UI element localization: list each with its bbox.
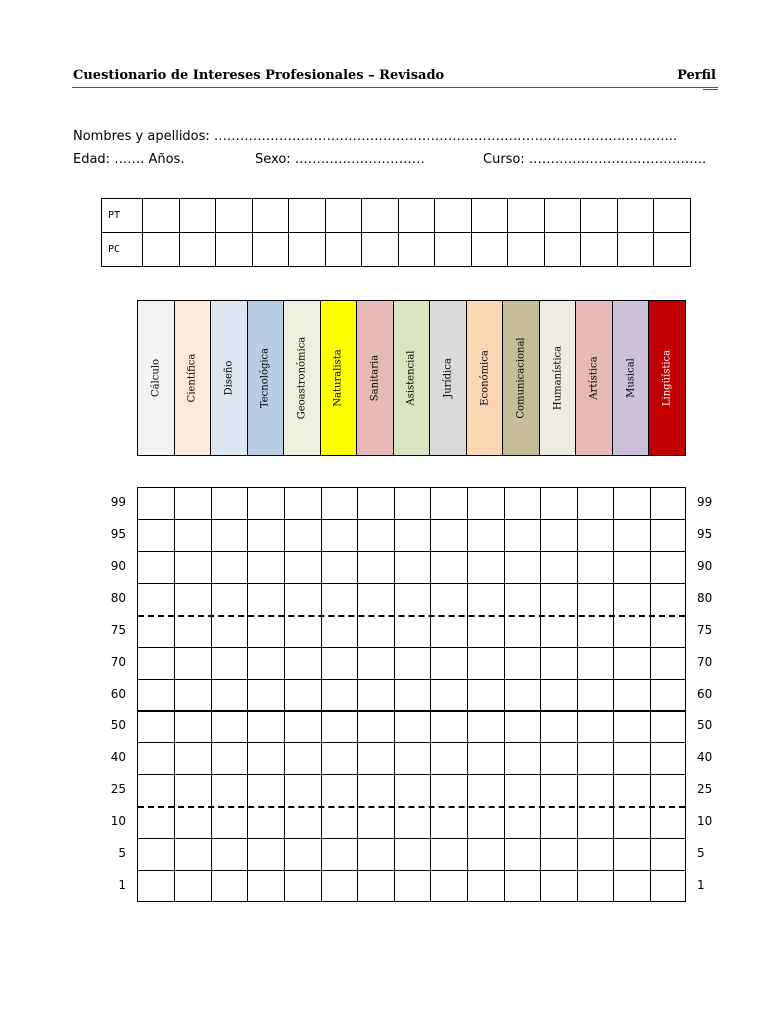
header-rule (72, 87, 718, 88)
scale-label-left: 70 (110, 654, 126, 669)
scale-label-left: 10 (110, 814, 126, 829)
category-label: Comunicacional (515, 337, 527, 419)
scale-label-left: 5 (118, 846, 126, 861)
scale-label-left: 99 (110, 494, 126, 509)
grid-row-line (138, 679, 685, 680)
grid-row-line (138, 551, 685, 552)
scale-label-left: 95 (110, 526, 126, 541)
score-cell[interactable] (143, 233, 180, 267)
grid-row-line (138, 806, 685, 808)
score-cell[interactable] (216, 199, 253, 233)
score-cell[interactable] (471, 199, 508, 233)
category-label: Artística (588, 356, 600, 400)
score-cell[interactable] (398, 233, 435, 267)
scale-label-right: 70 (697, 654, 713, 669)
score-cell[interactable] (544, 199, 581, 233)
course-field[interactable]: Curso: ………………………………….. (483, 152, 707, 167)
category-column-header (138, 301, 175, 455)
category-label: Jurídica (442, 358, 454, 398)
score-cell[interactable] (325, 233, 362, 267)
score-cell[interactable] (252, 199, 289, 233)
category-label: Lingüística (661, 349, 673, 407)
category-label: Sanitaria (369, 354, 381, 402)
category-label: Humanística (552, 345, 564, 411)
names-field[interactable]: Nombres y apellidos: …………………………………………………………………………………………….. (73, 129, 678, 144)
score-cell[interactable] (654, 199, 691, 233)
category-label: Científica (186, 353, 198, 403)
scale-label-right: 1 (697, 878, 705, 893)
scale-label-right: 75 (697, 622, 713, 637)
scale-label-left: 25 (110, 782, 126, 797)
score-row-label: PT (102, 199, 143, 233)
category-label: Musical (625, 358, 637, 398)
category-column-header (540, 301, 577, 455)
grid-row-line (138, 838, 685, 839)
scale-label-left: 40 (110, 750, 126, 765)
scale-label-left: 90 (110, 558, 126, 573)
scale-label-right: 25 (697, 782, 713, 797)
age-field[interactable]: Edad: ……. Años. (73, 152, 185, 167)
scale-label-right: 60 (697, 686, 713, 701)
header-rule-accent (703, 89, 718, 90)
section-label: Perfil (677, 68, 716, 83)
category-column-header (467, 301, 504, 455)
scale-label-right: 99 (697, 494, 713, 509)
scale-left (90, 487, 126, 902)
category-column-header (357, 301, 394, 455)
score-row-label: PC (102, 233, 143, 267)
grid-row-line (138, 583, 685, 584)
category-label: Cálculo (150, 358, 162, 398)
grid-row-line (138, 710, 685, 712)
score-cell[interactable] (362, 233, 399, 267)
score-cell[interactable] (471, 233, 508, 267)
score-cell[interactable] (435, 233, 472, 267)
score-row-pt (102, 199, 691, 233)
score-cell[interactable] (289, 199, 326, 233)
category-column-header (394, 301, 431, 455)
category-header-strip (137, 300, 686, 456)
score-cell[interactable] (179, 199, 216, 233)
score-cell[interactable] (508, 199, 545, 233)
grid-row-line (138, 519, 685, 520)
score-cell[interactable] (362, 199, 399, 233)
scale-label-left: 75 (110, 622, 126, 637)
grid-row-line (138, 615, 685, 617)
grid-row-line (138, 774, 685, 775)
score-cell[interactable] (581, 233, 618, 267)
category-column-header (649, 301, 685, 455)
category-column-header (576, 301, 613, 455)
scale-label-left: 50 (110, 718, 126, 733)
sex-field[interactable]: Sexo: ………………………… (255, 152, 425, 167)
scale-label-right: 40 (697, 750, 713, 765)
score-cell[interactable] (617, 233, 654, 267)
score-table (101, 198, 691, 267)
score-cell[interactable] (435, 199, 472, 233)
score-cell[interactable] (581, 199, 618, 233)
category-column-header (248, 301, 285, 455)
score-cell[interactable] (617, 199, 654, 233)
score-cell[interactable] (398, 199, 435, 233)
category-column-header (321, 301, 358, 455)
scale-label-left: 60 (110, 686, 126, 701)
category-label: Tecnológica (259, 347, 271, 409)
scale-label-left: 1 (118, 878, 126, 893)
score-cell[interactable] (252, 233, 289, 267)
score-cell[interactable] (143, 199, 180, 233)
score-cell[interactable] (289, 233, 326, 267)
score-cell[interactable] (654, 233, 691, 267)
scale-label-right: 90 (697, 558, 713, 573)
category-label: Geoastronómica (296, 336, 308, 420)
score-cell[interactable] (544, 233, 581, 267)
scale-label-right: 95 (697, 526, 713, 541)
scale-right (697, 487, 727, 902)
score-cell[interactable] (508, 233, 545, 267)
percentile-grid (137, 487, 686, 902)
score-cell[interactable] (179, 233, 216, 267)
grid-row-line (138, 870, 685, 871)
category-column-header (613, 301, 650, 455)
category-column-header (284, 301, 321, 455)
document-title: Cuestionario de Intereses Profesionales – Revisado (73, 68, 445, 83)
category-label: Económica (479, 350, 491, 406)
scale-label-right: 10 (697, 814, 713, 829)
category-column-header (503, 301, 540, 455)
scale-label-left: 80 (110, 590, 126, 605)
grid-row-line (138, 647, 685, 648)
grid-row-line (138, 742, 685, 743)
category-column-header (430, 301, 467, 455)
category-label: Diseño (223, 360, 235, 396)
scale-label-right: 5 (697, 846, 705, 861)
scale-label-right: 80 (697, 590, 713, 605)
scale-label-right: 50 (697, 718, 713, 733)
category-label: Asistencial (405, 350, 417, 406)
score-row-pc (102, 233, 691, 267)
category-column-header (175, 301, 212, 455)
category-label: Naturalista (332, 349, 344, 407)
score-cell[interactable] (325, 199, 362, 233)
score-cell[interactable] (216, 233, 253, 267)
category-column-header (211, 301, 248, 455)
